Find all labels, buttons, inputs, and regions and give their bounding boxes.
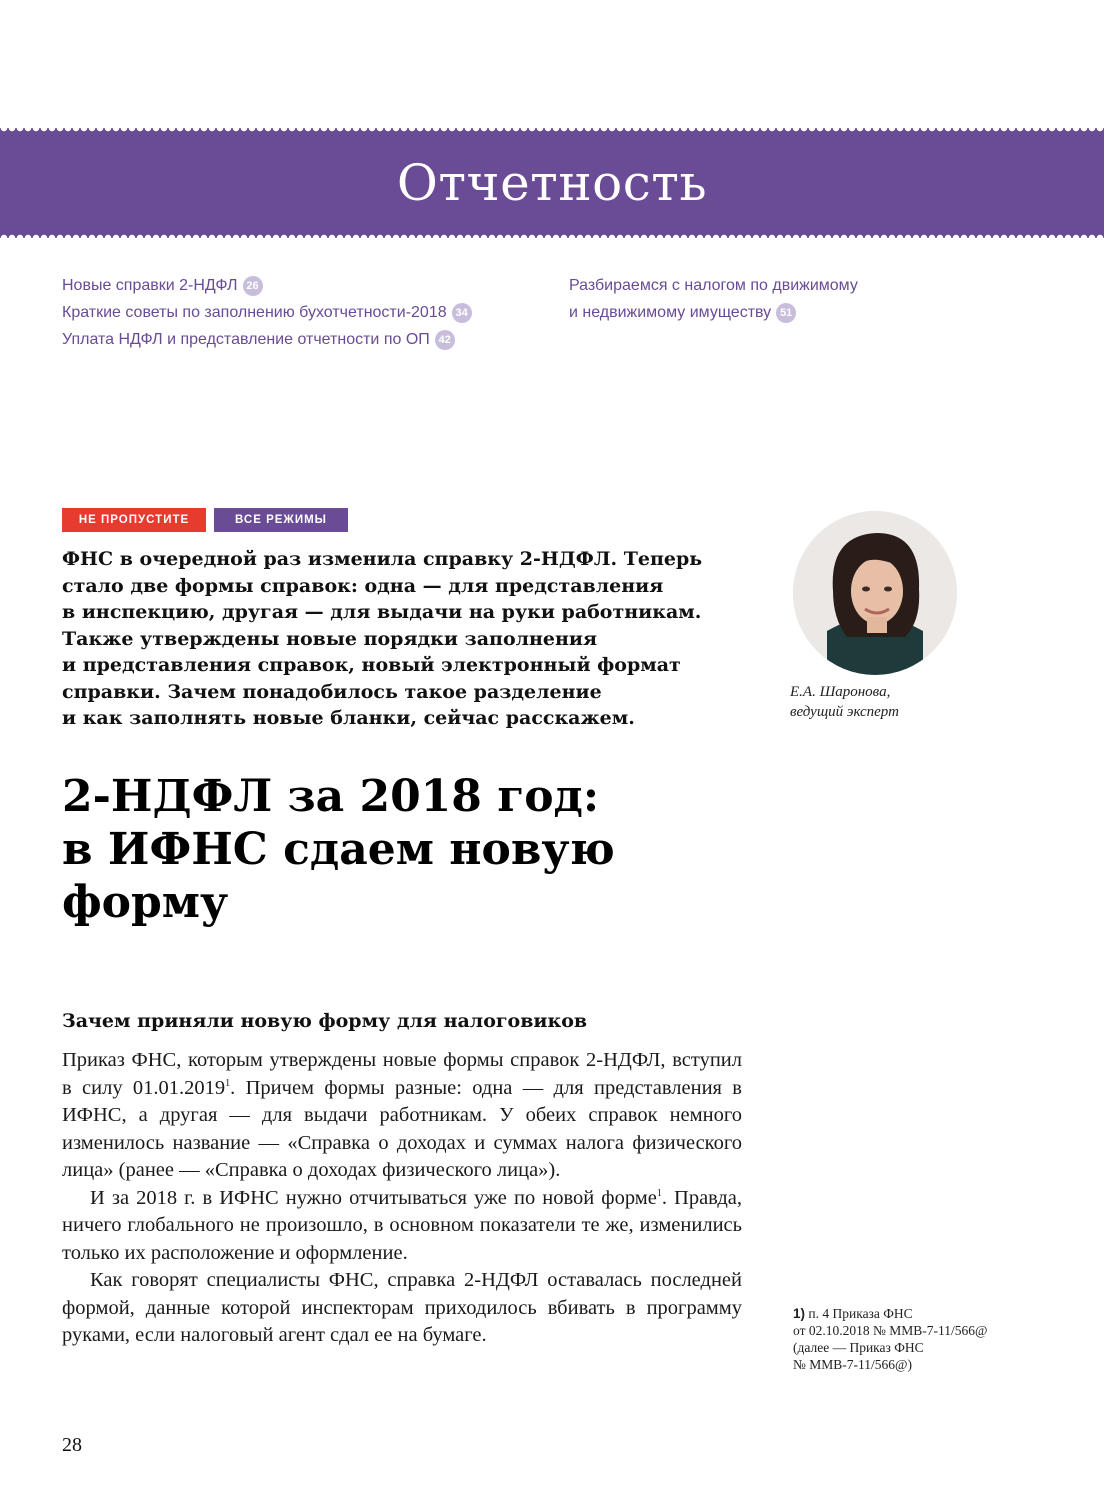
banner-top-edge — [0, 128, 1104, 134]
toc-page-badge: 42 — [435, 330, 455, 350]
footnote-line: № ММВ-7-11/566@) — [793, 1357, 912, 1372]
author-photo — [793, 511, 957, 675]
toc-item[interactable] — [569, 299, 1009, 326]
article-subhead: Зачем приняли новую форму для налоговиков — [62, 1010, 588, 1032]
title-line: в ИФНС сдаем новую — [62, 824, 615, 875]
section-banner — [0, 128, 1104, 238]
section-title: Отчетность — [396, 154, 708, 212]
footnote-ref[interactable]: 1 — [656, 1187, 662, 1199]
banner-bottom-edge — [0, 232, 1104, 238]
lead-line: ФНС в очередной раз изменила справку 2-НДФЛ. Теперь — [62, 548, 703, 570]
article-body — [62, 1047, 742, 1350]
paragraph-text: . Правда, ничего глобального не произошло, в основном показатели те же, изменились только их расположение и оформление. — [62, 1186, 742, 1264]
toc-page-badge: 26 — [243, 276, 263, 296]
toc-item-label[interactable]: Новые справки 2-НДФЛ — [62, 277, 238, 294]
article-tags — [62, 508, 348, 532]
toc-item-label[interactable]: Краткие советы по заполнению бухотчетности-2018 — [62, 304, 447, 321]
toc-page-badge: 51 — [776, 303, 796, 323]
lead-line: Также утверждены новые порядки заполнения — [62, 627, 598, 650]
title-line: 2-НДФЛ за 2018 год: — [62, 771, 600, 822]
article-title — [62, 770, 762, 929]
paragraph: Как говорят специалисты ФНС, справка 2-НДФЛ оставалась последней формой, данные которой инспекторам приходилось вбивать в программу руками, если налоговый агент сдал ее на бумаге. — [62, 1269, 742, 1346]
toc-page-badge: 34 — [452, 303, 472, 323]
lead-line: справки. Зачем понадобилось такое разделение — [62, 680, 602, 703]
title-line: форму — [62, 877, 229, 928]
footnote — [793, 1305, 993, 1373]
author-name: Е.А. Шаронова, — [790, 684, 891, 700]
footnote-line: п. 4 Приказа ФНС — [808, 1306, 913, 1321]
paragraph-text: . Причем формы разные: одна — для представления в ИФНС, а другая — для выдачи работникам. У обеих справок немного изменилось название — «Справка о доходах и суммах налога физического лица» (ранее — «Справка о доходах физического лица»). — [62, 1076, 742, 1181]
author-role: ведущий эксперт — [790, 704, 899, 720]
paragraph — [62, 1185, 742, 1268]
footnote-ref[interactable]: 1 — [225, 1077, 231, 1089]
toc-item[interactable] — [62, 326, 532, 353]
lead-line: и представления справок, новый электронный формат — [62, 654, 681, 676]
lead-line: в инспекцию, другая — для выдачи на руки работникам. — [62, 601, 702, 623]
article-lead — [62, 546, 742, 732]
footnote-line: от 02.10.2018 № ММВ-7-11/566@ — [793, 1323, 988, 1338]
paragraph — [62, 1047, 742, 1185]
tag-all-regimes: ВСЕ РЕЖИМЫ — [214, 508, 348, 532]
page-number: 28 — [62, 1434, 82, 1456]
paragraph-text: И за 2018 г. в ИФНС нужно отчитываться уже по новой форме — [90, 1186, 657, 1209]
toc-item[interactable] — [62, 272, 532, 299]
toc-item-line[interactable]: Разбираемся с налогом по движимому — [569, 277, 858, 294]
footnote-number: 1) — [793, 1306, 806, 1321]
author-caption — [790, 682, 990, 722]
tag-dont-miss: НЕ ПРОПУСТИТЕ — [62, 508, 206, 532]
paragraph-text: Приказ ФНС, которым утверждены новые формы справок 2-НДФЛ, вступил в силу 01.01.2019 — [62, 1049, 742, 1099]
toc-right — [569, 272, 1009, 326]
toc-item[interactable] — [62, 299, 532, 326]
lead-line: стало две формы справок: одна — для представления — [62, 574, 664, 597]
footnote-line: (далее — Приказ ФНС — [793, 1340, 924, 1355]
lead-line: и как заполнять новые бланки, сейчас расскажем. — [62, 707, 635, 729]
toc-left — [62, 272, 532, 353]
toc-item-label[interactable]: и недвижимому имуществу — [569, 304, 772, 321]
toc-item-label[interactable]: Уплата НДФЛ и представление отчетности по ОП — [62, 331, 430, 348]
